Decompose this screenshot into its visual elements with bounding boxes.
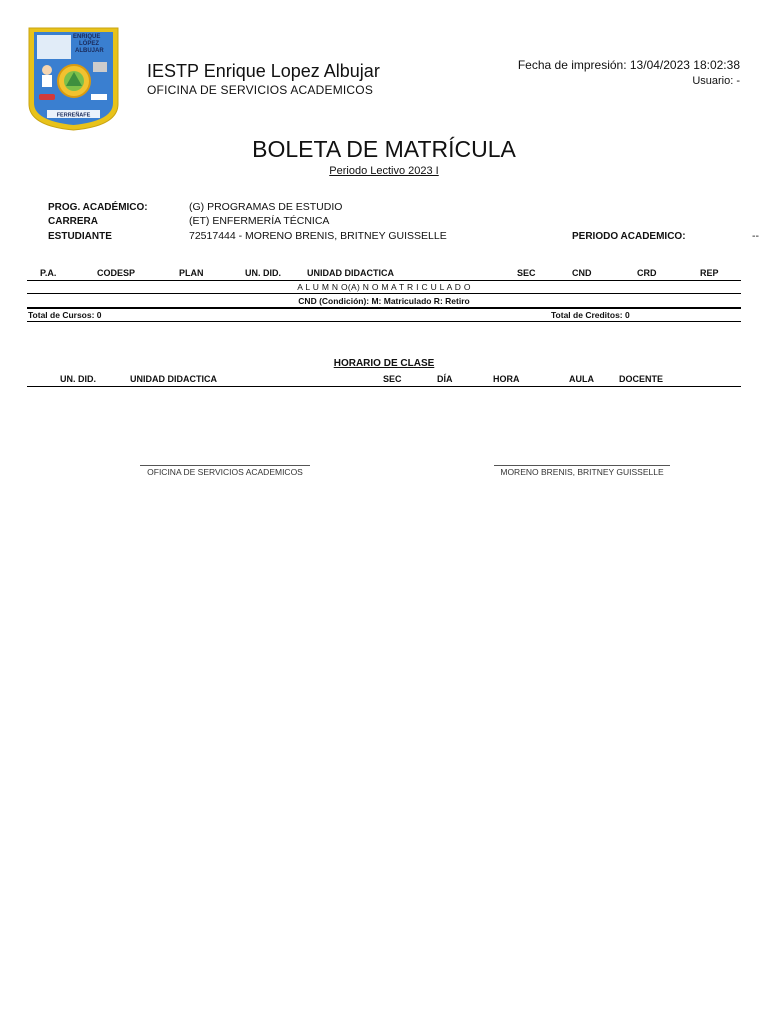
- academic-period-value: --: [752, 230, 759, 242]
- total-courses: Total de Cursos: 0: [28, 310, 102, 320]
- institution-logo: [27, 26, 120, 132]
- table-header-rule: [27, 280, 741, 281]
- col-codesp: CODESP: [97, 268, 136, 278]
- col-sec: SEC: [517, 268, 536, 278]
- document-title: BOLETA DE MATRÍCULA: [252, 136, 516, 162]
- col-rep: REP: [700, 268, 719, 278]
- career-value: (ET) ENFERMERÍA TÉCNICA: [189, 215, 330, 227]
- academic-period-label: PERIODO ACADEMICO:: [572, 231, 686, 242]
- totals-rule: [27, 307, 741, 309]
- col-crd: CRD: [637, 268, 657, 278]
- schedule-header-rule: [27, 386, 741, 387]
- period-line: [0, 165, 768, 177]
- schedule-title: HORARIO DE CLASE: [333, 358, 435, 369]
- career-label: CARRERA: [48, 216, 98, 227]
- svg-text:FERREÑAFE: FERREÑAFE: [56, 112, 91, 119]
- totals-bottom-rule: [27, 321, 741, 322]
- signature-student: MORENO BRENIS, BRITNEY GUISSELLE: [494, 465, 670, 477]
- sched-col-sec: SEC: [383, 374, 402, 384]
- sched-col-un-did: UN. DID.: [60, 374, 96, 384]
- student-value: 72517444 - MORENO BRENIS, BRITNEY GUISSELLE: [189, 230, 447, 242]
- institution-name: IESTP Enrique Lopez Albujar: [147, 61, 380, 81]
- student-label: ESTUDIANTE: [48, 231, 112, 242]
- total-credits: Total de Creditos: 0: [551, 310, 630, 320]
- period-text: Periodo Lectivo 2023 I: [329, 165, 439, 177]
- user-line: Usuario: -: [692, 75, 740, 87]
- office-name: OFICINA DE SERVICIOS ACADEMICOS: [147, 83, 374, 97]
- condition-legend: CND (Condición): M: Matriculado R: Retiro: [298, 296, 470, 306]
- svg-text:LÓPEZ: LÓPEZ: [79, 41, 100, 47]
- sched-col-unidad-didactica: UNIDAD DIDACTICA: [130, 374, 217, 384]
- svg-text:ENRIQUE: ENRIQUE: [73, 34, 101, 40]
- program-label: PROG. ACADÉMICO:: [48, 202, 148, 213]
- col-unidad-didactica: UNIDAD DIDACTICA: [307, 268, 394, 278]
- status-row: A L U M N O(A) N O M A T R I C U L A D O: [297, 282, 471, 292]
- col-cnd: CND: [572, 268, 592, 278]
- col-un-did: UN. DID.: [245, 268, 281, 278]
- svg-text:ALBUJAR: ALBUJAR: [75, 48, 104, 54]
- program-value: (G) PROGRAMAS DE ESTUDIO: [189, 201, 343, 213]
- sched-col-docente: DOCENTE: [619, 374, 664, 384]
- sched-col-aula: AULA: [569, 374, 594, 384]
- print-date: Fecha de impresión: 13/04/2023 18:02:38: [517, 58, 740, 72]
- status-rule: [27, 293, 741, 294]
- col-pa: P.A.: [40, 268, 57, 278]
- sched-col-dia: DÍA: [437, 374, 453, 384]
- schedule-title-wrap: [0, 358, 768, 369]
- signature-office: OFICINA DE SERVICIOS ACADEMICOS: [140, 465, 310, 477]
- sched-col-hora: HORA: [493, 374, 520, 384]
- col-plan: PLAN: [179, 268, 204, 278]
